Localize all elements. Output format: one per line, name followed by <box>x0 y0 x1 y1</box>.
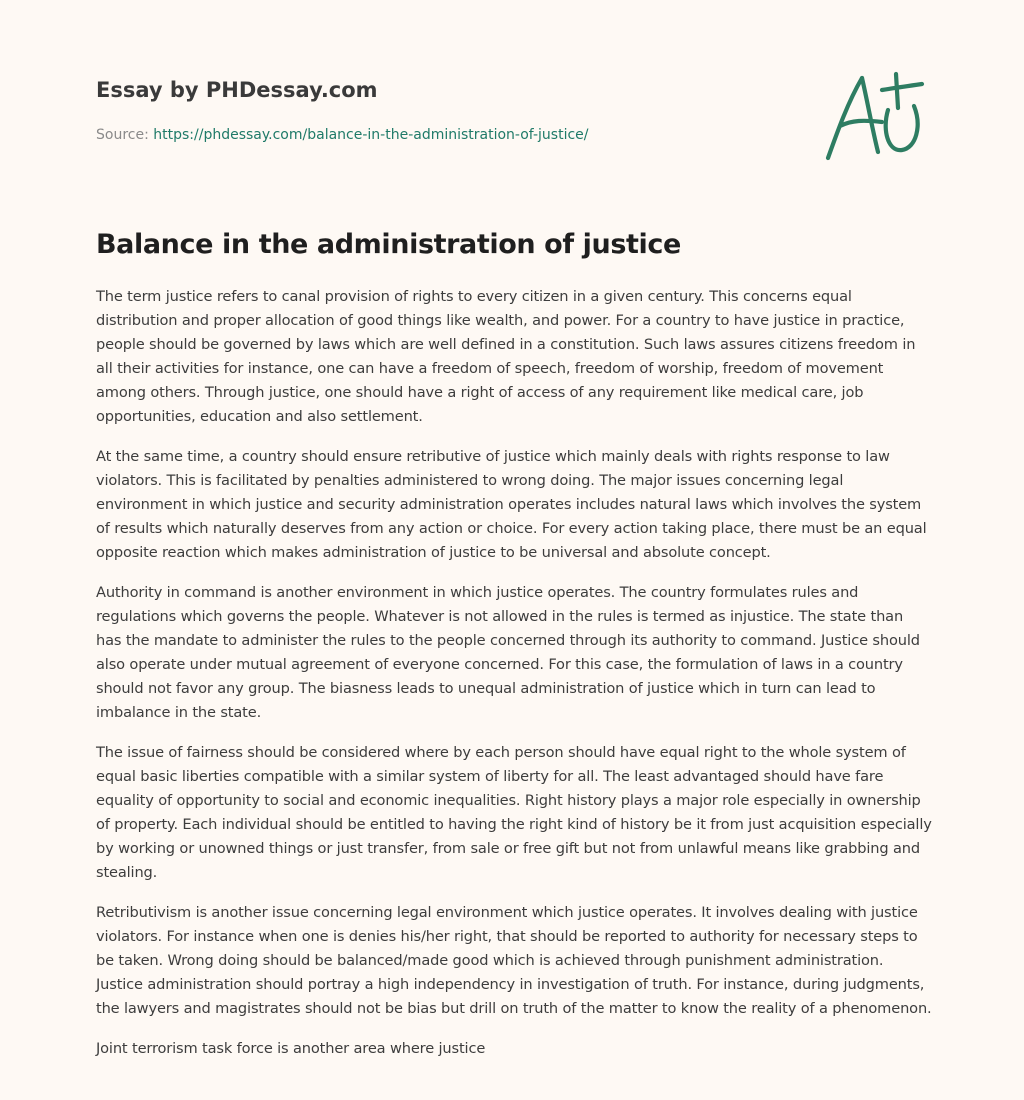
article-title: Balance in the administration of justice <box>96 229 681 260</box>
paragraph: At the same time, a country should ensure retributive of justice which mainly deals with rights response to law violators. This is facilitated by penalties administered to wrong doing. The major issues concerning legal environment in which justice and security administration operates includes natural laws which involves the system of results which naturally deserves from any action or choice. For every action taking place, there must be an equal opposite reaction which makes administration of justice to be universal and absolute concept. <box>96 448 927 561</box>
page-header <box>96 76 796 145</box>
a-plus-logo-icon <box>822 68 932 164</box>
source-line <box>96 125 796 145</box>
paragraph: Joint terrorism task force is another area where justice <box>96 1040 486 1057</box>
source-link[interactable]: https://phdessay.com/balance-in-the-administration-of-justice/ <box>153 127 589 143</box>
article-body <box>96 285 932 1077</box>
brand-title: Essay by PHDessay.com <box>96 78 378 102</box>
source-label: Source: <box>96 127 149 143</box>
paragraph: Retributivism is another issue concerning legal environment which justice operates. It involves dealing with justice violators. For instance when one is denies his/her right, that should be reported to authority for necessary steps to be taken. Wrong doing should be balanced/made good which is achieved through punishment administration. Justice administration should portray a high independency in investigation of truth. For instance, during judgments, the lawyers and magistrates should not be bias but drill on truth of the matter to know the reality of a phenomenon. <box>96 904 932 1017</box>
paragraph: Authority in command is another environment in which justice operates. The country formulates rules and regulations which governs the people. Whatever is not allowed in the rules is termed as injustice. The state than has the mandate to administer the rules to the people concerned through its authority to command. Justice should also operate under mutual agreement of everyone concerned. For this case, the formulation of laws in a country should not favor any group. The biasness leads to unequal administration of justice which in turn can lead to imbalance in the state. <box>96 584 920 721</box>
paragraph: The term justice refers to canal provision of rights to every citizen in a given century. This concerns equal distribution and proper allocation of good things like wealth, and power. For a country to have justice in practice, people should be governed by laws which are well defined in a constitution. Such laws assures citizens freedom in all their activities for instance, one can have a freedom of speech, freedom of worship, freedom of movement among others. Through justice, one should have a right of access of any requirement like medical care, job opportunities, education and also settlement. <box>96 288 916 425</box>
paragraph: The issue of fairness should be considered where by each person should have equal right to the whole system of equal basic liberties compatible with a similar system of liberty for all. The least advantaged should have fare equality of opportunity to social and economic inequalities. Right history plays a major role especially in ownership of property. Each individual should be entitled to having the right kind of history be it from just acquisition especially by working or unowned things or just transfer, from sale or free gift but not from unlawful means like grabbing and stealing. <box>96 744 932 881</box>
